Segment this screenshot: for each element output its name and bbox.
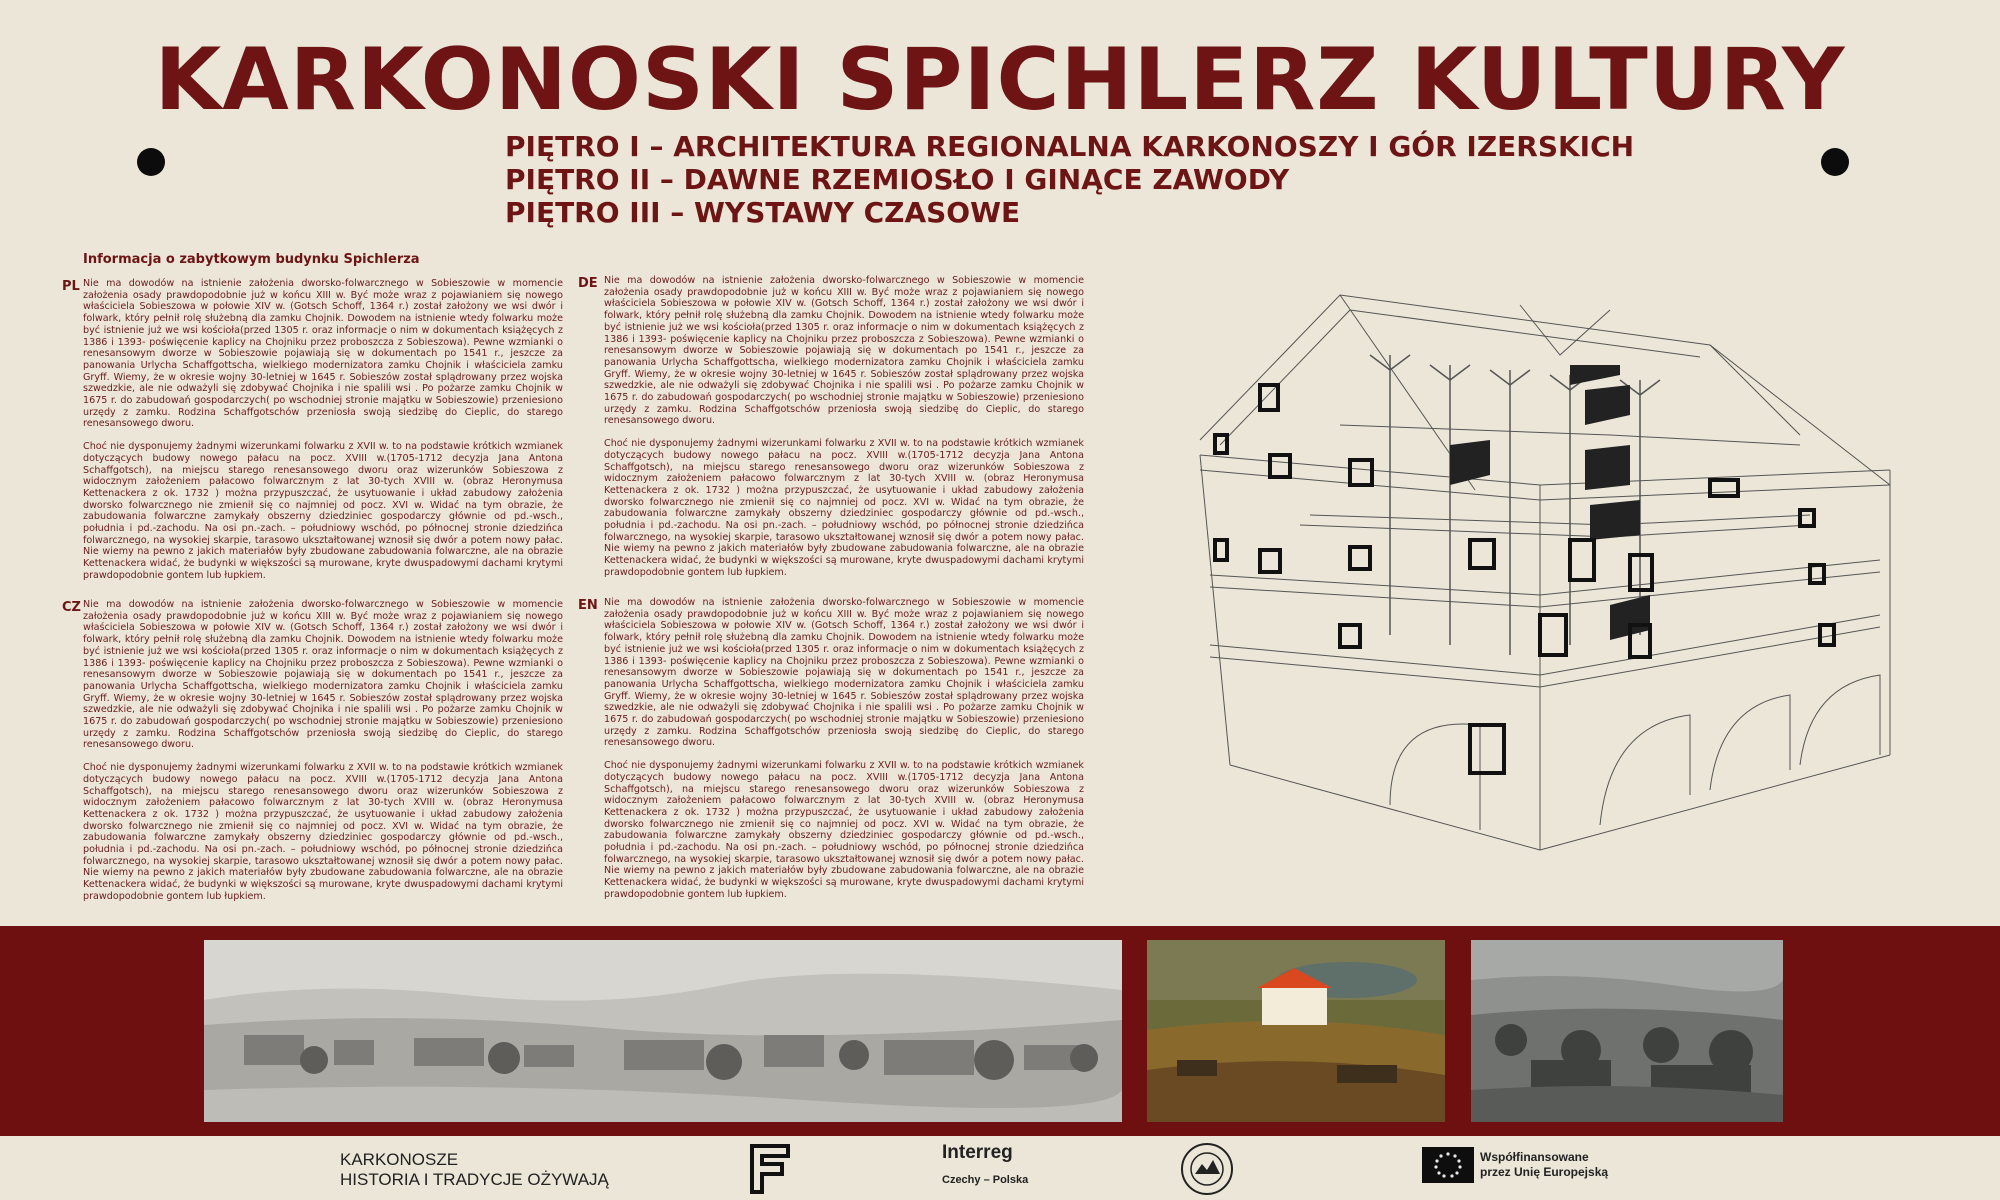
floor-1: PIĘTRO I – ARCHITEKTURA REGIONALNA KARKONOSZY I GÓR IZERSKICH	[505, 130, 1635, 163]
lang-code-cz: CZ	[62, 600, 81, 615]
interreg-logo: Interreg	[942, 1142, 1013, 1163]
lang-code-en: EN	[578, 598, 598, 613]
lang-code-de: DE	[578, 276, 598, 291]
eu-cofinancing-text	[1480, 1150, 1608, 1180]
text-block-de	[604, 275, 1084, 590]
floor-list	[505, 130, 1634, 229]
paragraph-pl-1: Nie ma dowodów na istnienie założenia dworsko-folwarcznego w Sobieszowie w momencie założenia osady prawdopodobnie już w końcu XIII w. Być może wraz z pojawianiem się nowego właściciela Sobieszowa w połowie XIV w. (Gotsch Schoff, 1364 r.) został założony we wsi dwór i folwark, który pełnił rolę służebną dla zamku Chojnik. Dowodem na istnienie wtedy folwarku może być istnienie już we wsi kościoła(przed 1305 r. oraz informacje o nim w dokumentach książęcych z 1386 i 1393- poświęcenie kaplicy na Chojniku przez proboszcza z Sobieszowa). Pewne wzmianki o renesansowym dworze w Sobieszowie pojawiają się w dokumentach po 1541 r., jeszcze za panowania Urlycha Schaffgottscha, wielkiego modernizatora zamku Chojnik i właściciela zamku Gryff. Wiemy, że w okresie wojny 30-letniej w 1645 r. Sobieszów został splądrowany przez wojska szwedzkie, ale nie odważyli się zdobywać Chojnika i nie spalili wsi . Po pożarze zamku Chojnik w 1675 r. do zabudowań gospodarczych( po wschodniej stronie majątku w Sobieszowie) przeniesiono urzędy z zamku. Rodzina Schaffgotschów przeniosła swoją siedzibę do Cieplic, do starego renesansowego dworu.	[83, 278, 563, 430]
lang-code-pl: PL	[62, 279, 80, 294]
brand-line-1: KARKONOSZE	[340, 1150, 459, 1169]
brand-text	[340, 1150, 609, 1190]
paragraph-de-2: Choć nie dysponujemy żadnymi wizerunkami folwarku z XVII w. to na podstawie krótkich wzmianek dotyczących budowy nowego pałacu na pocz. XVIII w.(1705-1712 decyzja Jana Antona Schaffgotsch), na miejscu starego renesansowego dworu oraz wizerunków Sobieszowa z widocznym założeniem pałacowo folwarcznym z lat 30-tych XVIII w. (obraz Heronymusa Kettenackera z ok. 1732 ) można przypuszczać, że usytuowanie i układ zabudowy założenia dworsko folwarcznego nie zmienił się co najmniej od pocz. XVI w. Widać na tym obrazie, że zabudowania folwarczne zamykały obszerny dziedziniec gospodarczy głównie od pd.-wsch., południa i pd.-zachodu. Na osi pn.-zach. – południowy wschód, po północnej stronie dziedzińca folwarcznego, na wysokiej skarpie, tarasowo ukształtowanej wznosił się dwór a potem nowy pałac. Nie wiemy na pewno z jakich materiałów były zbudowane zabudowania folwarczne, ale na obrazie Kettenackera widać, że budynki w większości są murowane, kryte dwuspadowymi dachami krytymi prawdopodobnie gontem lub łupkiem.	[604, 438, 1084, 578]
paragraph-en-2: Choć nie dysponujemy żadnymi wizerunkami folwarku z XVII w. to na podstawie krótkich wzmianek dotyczących budowy nowego pałacu na pocz. XVIII w.(1705-1712 decyzja Jana Antona Schaffgotsch), na miejscu starego renesansowego dworu oraz wizerunków Sobieszowa z widocznym założeniem pałacowo folwarcznym z lat 30-tych XVIII w. (obraz Heronymusa Kettenackera z ok. 1732 ) można przypuszczać, że usytuowanie i układ zabudowy założenia dworsko folwarcznego nie zmienił się co najmniej od pocz. XVI w. Widać na tym obrazie, że zabudowania folwarczne zamykały obszerny dziedziniec gospodarczy głównie od pd.-wsch., południa i pd.-zachodu. Na osi pn.-zach. – południowy wschód, po północnej stronie dziedzińca folwarcznego, na wysokiej skarpie, tarasowo ukształtowanej wznosił się dwór a potem nowy pałac. Nie wiemy na pewno z jakich materiałów były zbudowane zabudowania folwarczne, ale na obrazie Kettenackera widać, że budynki w większości są murowane, kryte dwuspadowymi dachami krytymi prawdopodobnie gontem lub łupkiem.	[604, 760, 1084, 900]
floor-3: PIĘTRO III – WYSTAWY CZASOWE	[505, 196, 1021, 229]
board-title: KARKONOSKI SPICHLERZ KULTURY	[154, 30, 1846, 130]
sponsor-footer	[0, 1136, 2000, 1200]
national-park-seal-icon	[1180, 1142, 1234, 1196]
eu-line-2: przez Unię Europejską	[1480, 1165, 1609, 1179]
mounting-hole-top-left	[137, 148, 165, 176]
paragraph-pl-2: Choć nie dysponujemy żadnymi wizerunkami folwarku z XVII w. to na podstawie krótkich wzmianek dotyczących budowy nowego pałacu na pocz. XVIII w.(1705-1712 decyzja Jana Antona Schaffgotsch), na miejscu starego renesansowego dworu oraz wizerunków Sobieszowa z widocznym założeniem pałacowo folwarcznym z lat 30-tych XVIII w. (obraz Heronymusa Kettenackera z ok. 1732 ) można przypuszczać, że usytuowanie i układ zabudowy założenia dworsko folwarcznego nie zmienił się co najmniej od pocz. XVI w. Widać na tym obrazie, że zabudowania folwarczne zamykały obszerny dziedziniec gospodarczy głównie od pd.-wsch., południa i pd.-zachodu. Na osi pn.-zach. – południowy wschód, po północnej stronie dziedzińca folwarcznego, na wysokiej skarpie, tarasowo ukształtowanej wznosił się dwór a potem nowy pałac. Nie wiemy na pewno z jakich materiałów były zbudowane zabudowania folwarczne, ale na obrazie Kettenackera widać, że budynki w większości są murowane, kryte dwuspadowymi dachami krytymi prawdopodobnie gontem lub łupkiem.	[83, 441, 563, 581]
text-block-cz	[83, 599, 563, 914]
historical-photo-image	[1471, 940, 1783, 1122]
historical-engraving-image	[204, 940, 1122, 1122]
floor-2: PIĘTRO II – DAWNE RZEMIOSŁO I GINĄCE ZAWODY	[505, 163, 1290, 196]
paragraph-cz-1: Nie ma dowodów na istnienie założenia dworsko-folwarcznego w Sobieszowie w momencie założenia osady prawdopodobnie już w końcu XIII w. Być może wraz z pojawianiem się nowego właściciela Sobieszowa w połowie XIV w. (Gotsch Schoff, 1364 r.) został założony we wsi dwór i folwark, który pełnił rolę służebną dla zamku Chojnik. Dowodem na istnienie wtedy folwarku może być istnienie już we wsi kościoła(przed 1305 r. oraz informacje o nim w dokumentach książęcych z 1386 i 1393- poświęcenie kaplicy na Chojniku przez proboszcza z Sobieszowa). Pewne wzmianki o renesansowym dworze w Sobieszowie pojawiają się w dokumentach po 1541 r., jeszcze za panowania Urlycha Schaffgottscha, wielkiego modernizatora zamku Chojnik i właściciela zamku Gryff. Wiemy, że w okresie wojny 30-letniej w 1645 r. Sobieszów został splądrowany przez wojska szwedzkie, ale nie odważyli się zdobywać Chojnika i nie spalili wsi . Po pożarze zamku Chojnik w 1675 r. do zabudowań gospodarczych( po wschodniej stronie majątku w Sobieszowie) przeniesiono urzędy z zamku. Rodzina Schaffgotschów przeniosła swoją siedzibę do Cieplic, do starego renesansowego dworu.	[83, 599, 563, 751]
info-heading: Informacja o zabytkowym budynku Spichlerza	[83, 252, 420, 267]
paragraph-cz-2: Choć nie dysponujemy żadnymi wizerunkami folwarku z XVII w. to na podstawie krótkich wzmianek dotyczących budowy nowego pałacu na pocz. XVIII w.(1705-1712 decyzja Jana Antona Schaffgotsch), na miejscu starego renesansowego dworu oraz wizerunków Sobieszowa z widocznym założeniem pałacowo folwarcznym z lat 30-tych XVIII w. (obraz Heronymusa Kettenackera z ok. 1732 ) można przypuszczać, że usytuowanie i układ zabudowy założenia dworsko folwarcznego nie zmienił się co najmniej od pocz. XVI w. Widać na tym obrazie, że zabudowania folwarczne zamykały obszerny dziedziniec gospodarczy głównie od pd.-wsch., południa i pd.-zachodu. Na osi pn.-zach. – południowy wschód, po północnej stronie dziedzińca folwarcznego, na wysokiej skarpie, tarasowo ukształtowanej wznosił się dwór a potem nowy pałac. Nie wiemy na pewno z jakich materiałów były zbudowane zabudowania folwarczne, ale na obrazie Kettenackera widać, że budynki w większości są murowane, kryte dwuspadowymi dachami krytymi prawdopodobnie gontem lub łupkiem.	[83, 762, 563, 902]
eu-flag-icon	[1422, 1147, 1474, 1183]
kettenacker-painting-image	[1147, 940, 1445, 1122]
granary-cutaway-drawing	[1190, 285, 1910, 855]
paragraph-de-1: Nie ma dowodów na istnienie założenia dworsko-folwarcznego w Sobieszowie w momencie założenia osady prawdopodobnie już w końcu XIII w. Być może wraz z pojawianiem się nowego właściciela Sobieszowa w połowie XIV w. (Gotsch Schoff, 1364 r.) został założony we wsi dwór i folwark, który pełnił rolę służebną dla zamku Chojnik. Dowodem na istnienie wtedy folwarku może być istnienie już we wsi kościoła(przed 1305 r. oraz informacje o nim w dokumentach książęcych z 1386 i 1393- poświęcenie kaplicy na Chojniku przez proboszcza z Sobieszowa). Pewne wzmianki o renesansowym dworze w Sobieszowie pojawiają się w dokumentach po 1541 r., jeszcze za panowania Urlycha Schaffgottscha, wielkiego modernizatora zamku Chojnik i właściciela zamku Gryff. Wiemy, że w okresie wojny 30-letniej w 1645 r. Sobieszów został splądrowany przez wojska szwedzkie, ale nie odważyli się zdobywać Chojnika i nie spalili wsi . Po pożarze zamku Chojnik w 1675 r. do zabudowań gospodarczych( po wschodniej stronie majątku w Sobieszowie) przeniesiono urzędy z zamku. Rodzina Schaffgotschów przeniosła swoją siedzibę do Cieplic, do starego renesansowego dworu.	[604, 275, 1084, 427]
text-block-pl	[83, 278, 563, 593]
brand-line-2: HISTORIA I TRADYCJE OŻYWAJĄ	[340, 1170, 609, 1189]
eu-line-1: Współfinansowane	[1480, 1150, 1589, 1164]
paragraph-en-1: Nie ma dowodów na istnienie założenia dworsko-folwarcznego w Sobieszowie w momencie założenia osady prawdopodobnie już w końcu XIII w. Być może wraz z pojawianiem się nowego właściciela Sobieszowa w połowie XIV w. (Gotsch Schoff, 1364 r.) został założony we wsi dwór i folwark, który pełnił rolę służebną dla zamku Chojnik. Dowodem na istnienie wtedy folwarku może być istnienie już we wsi kościoła(przed 1305 r. oraz informacje o nim w dokumentach książęcych z 1386 i 1393- poświęcenie kaplicy na Chojniku przez proboszcza z Sobieszowa). Pewne wzmianki o renesansowym dworze w Sobieszowie pojawiają się w dokumentach po 1541 r., jeszcze za panowania Urlycha Schaffgottscha, wielkiego modernizatora zamku Chojnik i właściciela zamku Gryff. Wiemy, że w okresie wojny 30-letniej w 1645 r. Sobieszów został splądrowany przez wojska szwedzkie, ale nie odważyli się zdobywać Chojnika i nie spalili wsi . Po pożarze zamku Chojnik w 1675 r. do zabudowań gospodarczych( po wschodniej stronie majątku w Sobieszowie) przeniesiono urzędy z zamku. Rodzina Schaffgotschów przeniosła swoją siedzibę do Cieplic, do starego renesansowego dworu.	[604, 597, 1084, 749]
interreg-subtitle: Czechy – Polska	[942, 1174, 1029, 1186]
text-block-en	[604, 597, 1084, 912]
f-logo-icon	[748, 1142, 792, 1196]
mounting-hole-top-right	[1821, 148, 1849, 176]
